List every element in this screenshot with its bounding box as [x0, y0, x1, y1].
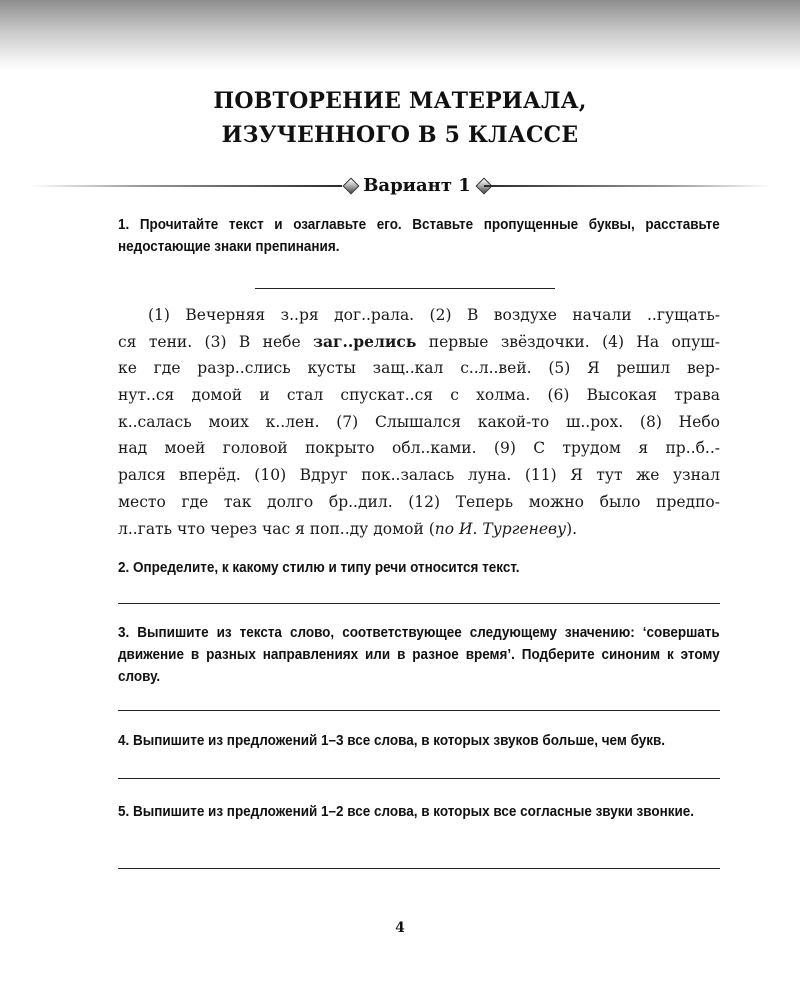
top-gradient-band	[0, 0, 800, 70]
answer-line-4[interactable]	[118, 778, 720, 779]
answer-line-2[interactable]	[118, 603, 720, 604]
bold-word: заг..релись	[313, 331, 417, 351]
answer-line-3[interactable]	[118, 710, 720, 711]
answer-line-5[interactable]	[118, 868, 720, 869]
task-3: 3. Выпишите из текста слово, соответствующее следующему значению: ‘совершать движение в разных направлениях или в разное время’. Подберите синоним к этому слову.	[118, 625, 720, 685]
task-2: 2. Определите, к какому стилю и типу речи относится текст.	[118, 560, 520, 576]
page-number: 4	[395, 920, 405, 936]
passage-line: л..гать что через час я поп..ду домой (по И. Тургеневу).	[118, 519, 578, 538]
variant-rule-left	[30, 185, 342, 187]
passage-line: к..салась моих к..лен. (7) Слышался какой-то ш..рох. (8) Небо	[118, 412, 720, 431]
passage-line: ся тени. (3) В небе заг..релись первые звёздочки. (4) На опуш-	[118, 331, 720, 351]
passage-line: ке где разр..слись кусты защ..кал с..л..вей. (5) Я решил вер-	[118, 359, 720, 378]
title-line-2: ИЗУЧЕННОГО В 5 КЛАССЕ	[221, 122, 579, 148]
task-4: 4. Выпишите из предложений 1–3 все слова, в которых звуков больше, чем букв.	[118, 733, 666, 749]
title-answer-line[interactable]	[255, 288, 555, 289]
passage-line: (1) Вечерняя з..ря дог..рала. (2) В воздухе начали ..гущать-	[148, 306, 720, 324]
task-5: 5. Выпишите из предложений 1–2 все слова, в которых все согласные звуки звонкие.	[118, 804, 695, 820]
title-line-1: ПОВТОРЕНИЕ МАТЕРИАЛА,	[213, 88, 587, 114]
variant-rule-right	[484, 185, 770, 187]
task-1: 1. Прочитайте текст и озаглавьте его. Вставьте пропущенные буквы, расставьте недостающие знаки препинания.	[118, 217, 720, 255]
variant-header	[30, 172, 770, 200]
passage-line: рался вперёд. (10) Вдруг пок..залась луна. (11) Я тут же узнал	[118, 466, 720, 485]
text-passage	[118, 302, 720, 542]
variant-label: Вариант 1	[363, 175, 471, 196]
author-attribution: по И. Тургеневу	[434, 519, 567, 538]
passage-line: место где так долго бр..дил. (12) Теперь можно было предпо-	[118, 492, 720, 511]
passage-line: над моей головой покрыто обл..ками. (9) С трудом я пр..б..-	[118, 439, 720, 458]
page-title	[0, 84, 800, 152]
diamond-icon	[343, 178, 360, 195]
passage-line: нут..ся домой и стал спускат..ся с холма. (6) Высокая трава	[118, 386, 720, 405]
